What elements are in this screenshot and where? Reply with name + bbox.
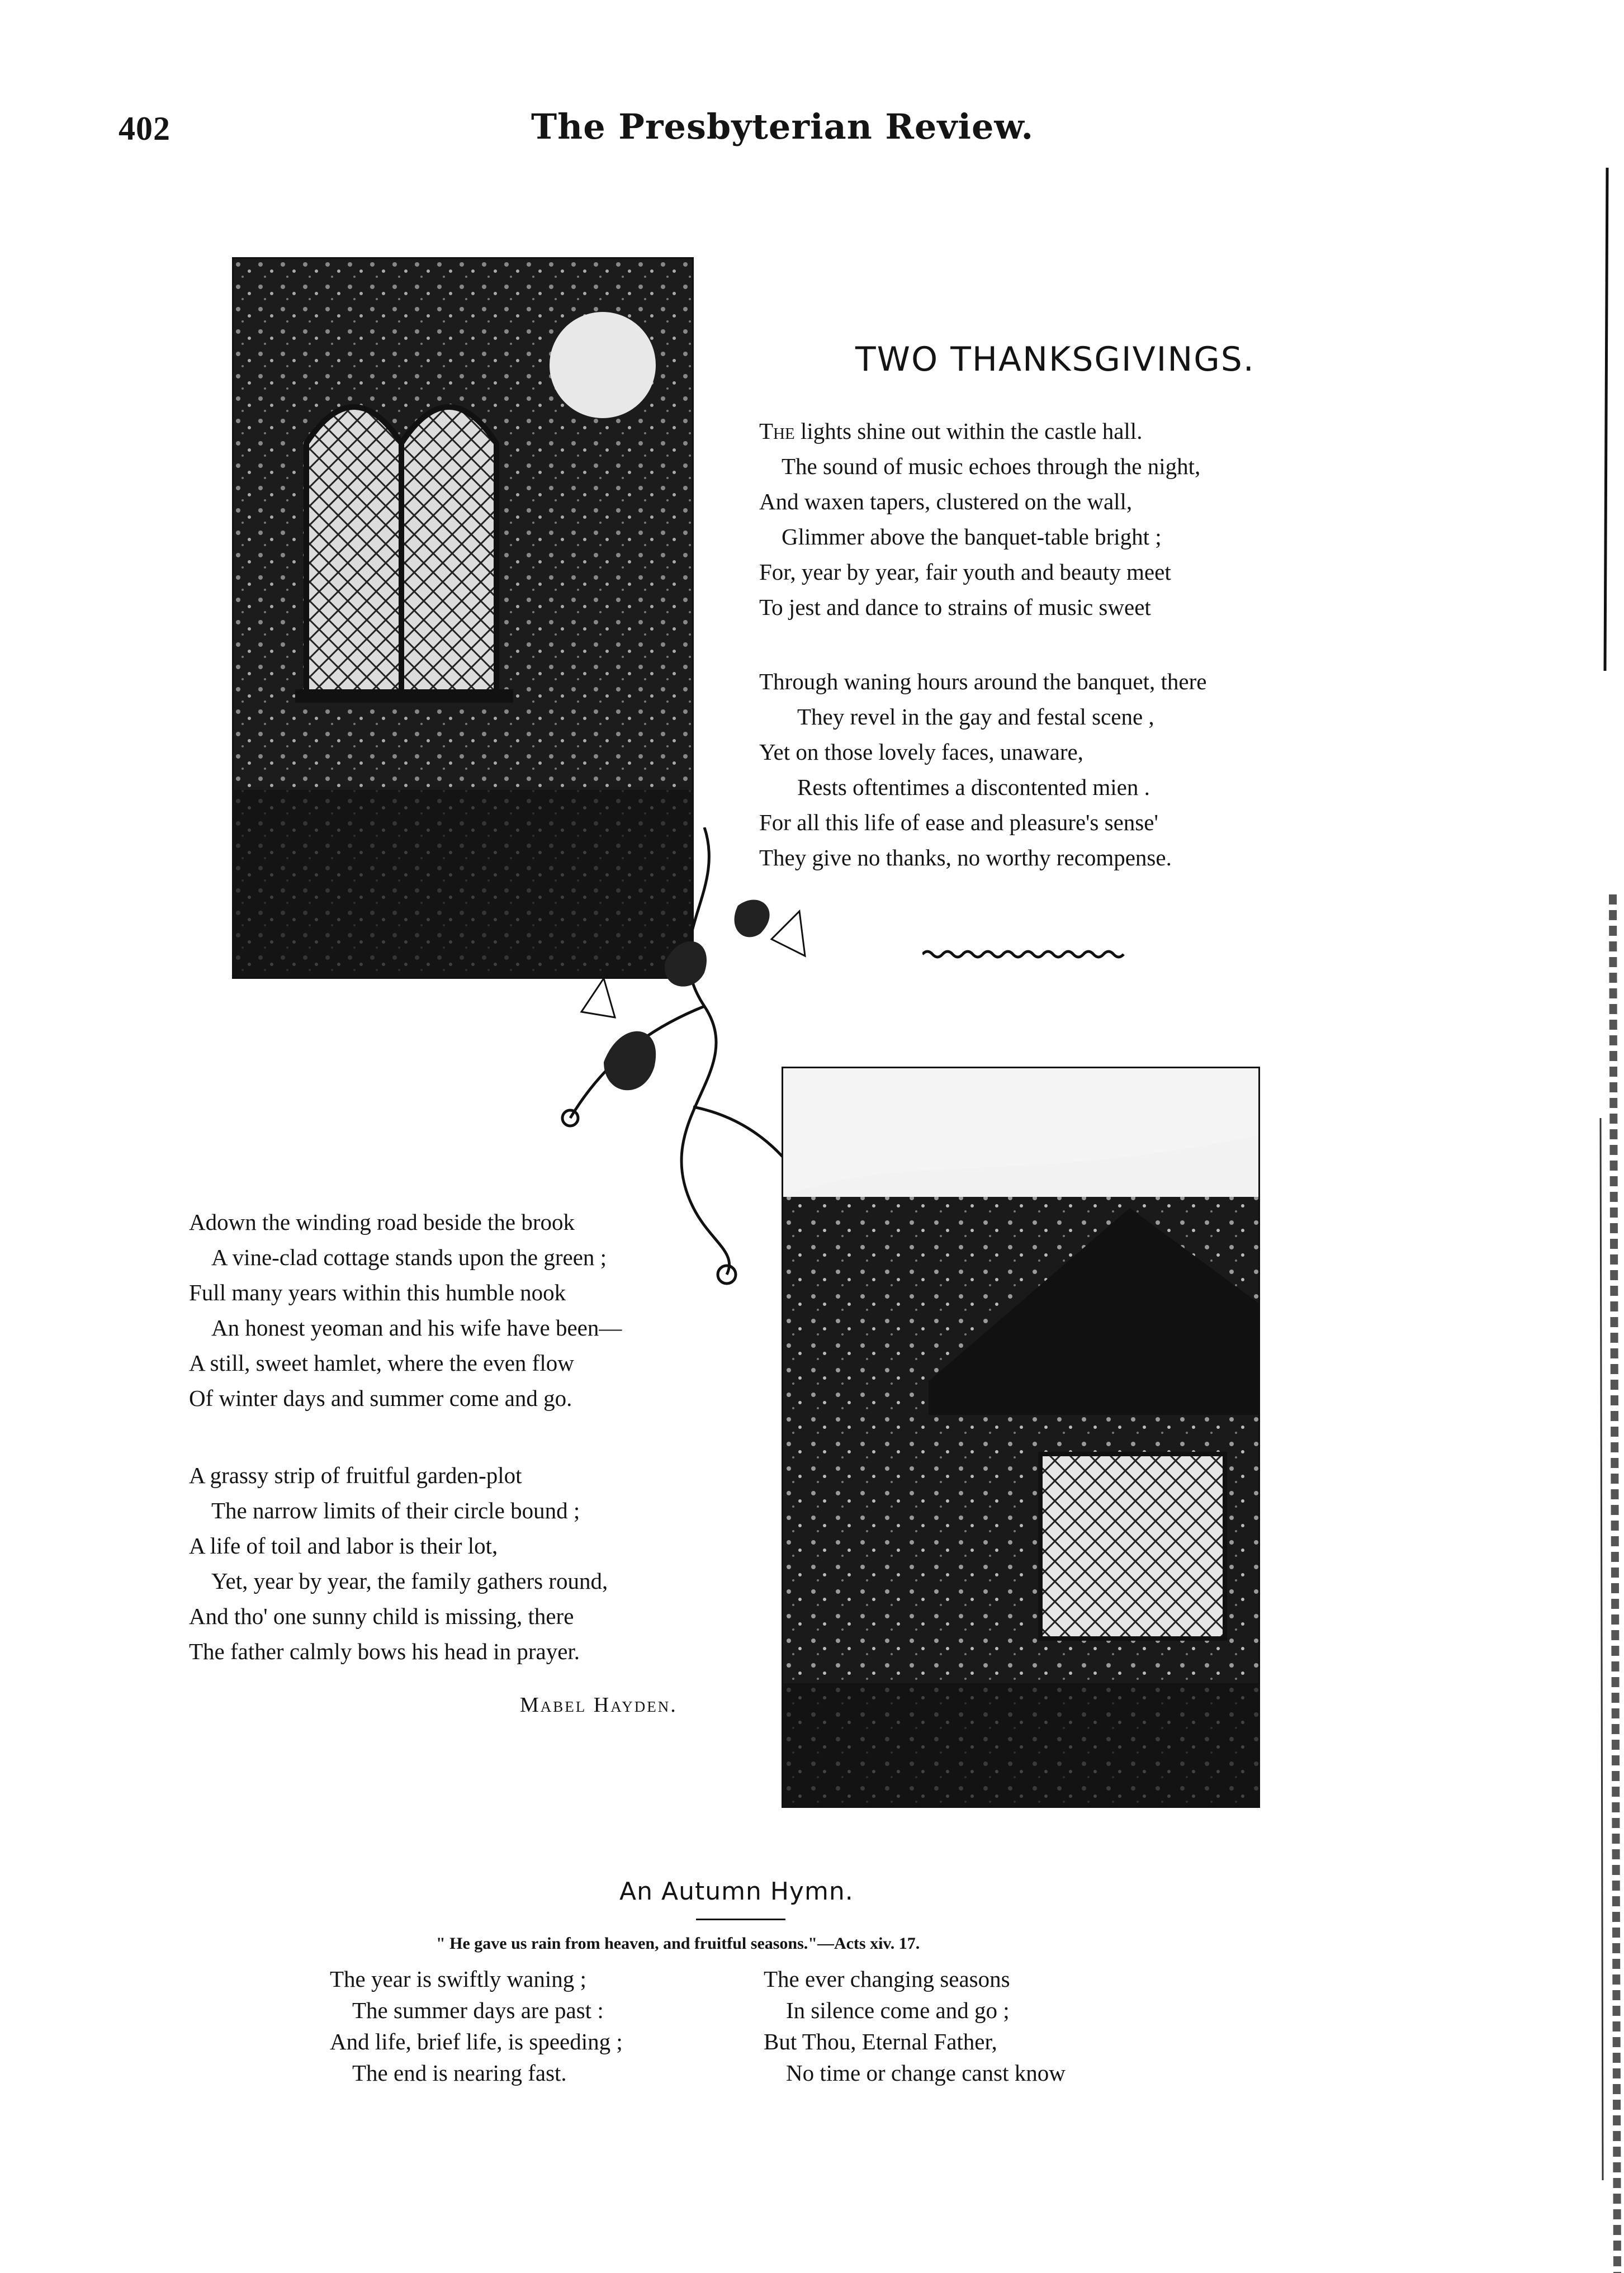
verse-line: And tho' one sunny child is missing, there: [189, 1603, 574, 1629]
poem-stanza-1: [759, 414, 1200, 625]
verse-line: They give no thanks, no worthy recompense.: [759, 845, 1172, 870]
poem-author: Mabel Hayden.: [520, 1693, 678, 1717]
cottage-illustration: [782, 1067, 1260, 1808]
verse-line: No time or change canst know: [786, 2060, 1066, 2086]
verse-line: Yet on those lovely faces, unaware,: [759, 739, 1083, 765]
verse-line: For all this life of ease and pleasure's sense': [759, 809, 1158, 835]
verse-line: In silence come and go ;: [786, 1997, 1010, 2023]
publication-title: The Presbyterian Review.: [531, 106, 1034, 147]
verse-line: The sound of music echoes through the night,: [782, 453, 1201, 479]
verse-line: A grassy strip of fruitful garden-plot: [189, 1462, 522, 1488]
verse-line: Rests oftentimes a discontented mien .: [797, 774, 1150, 800]
verse-line: The summer days are past :: [352, 1997, 604, 2023]
verse-line: An honest yeoman and his wife have been—: [211, 1315, 622, 1341]
verse-line: A vine-clad cottage stands upon the green ;: [211, 1244, 607, 1270]
verse-line: A still, sweet hamlet, where the even flow: [189, 1350, 574, 1376]
hymn-title: An Autumn Hymn.: [619, 1877, 854, 1906]
verse-line: Of winter days and summer come and go.: [189, 1385, 572, 1411]
verse-line: A life of toil and labor is their lot,: [189, 1533, 498, 1559]
verse-line: Full many years within this humble nook: [189, 1280, 566, 1305]
verse-line: But Thou, Eternal Father,: [764, 2029, 997, 2054]
title-rule: [696, 1919, 785, 1920]
wavy-divider: [922, 948, 1129, 961]
verse-line: To jest and dance to strains of music sweet: [759, 594, 1151, 620]
verse-line: The year is swiftly waning ;: [330, 1966, 586, 1992]
verse-line: The narrow limits of their circle bound ;: [211, 1498, 580, 1523]
page-binding-edge: [1590, 0, 1624, 2273]
verse-line: For, year by year, fair youth and beauty meet: [759, 559, 1171, 585]
verse-line: Glimmer above the banquet-table bright ;: [782, 524, 1162, 550]
verse-line: Adown the winding road beside the brook: [189, 1209, 575, 1235]
hymn-epigraph: " He gave us rain from heaven, and fruitful seasons."—Acts xiv. 17.: [436, 1934, 920, 1953]
page-number: 402: [119, 110, 171, 147]
verse-line: The ever changing seasons: [764, 1966, 1010, 1992]
poem-stanza-4: [189, 1458, 608, 1669]
verse-line: Yet, year by year, the family gathers round,: [211, 1568, 608, 1594]
hymn-column-1: [330, 1963, 623, 2089]
verse-line: The end is nearing fast.: [352, 2060, 567, 2086]
poem-stanza-3: [189, 1205, 622, 1416]
verse-line: And life, brief life, is speeding ;: [330, 2029, 623, 2054]
hymn-column-2: [764, 1963, 1066, 2089]
verse-line: The lights shine out within the castle hall.: [759, 418, 1143, 444]
verse-line: The father calmly bows his head in prayer.: [189, 1639, 580, 1664]
poem-title: TWO THANKSGIVINGS.: [855, 340, 1255, 379]
verse-line: They revel in the gay and festal scene ,: [797, 704, 1154, 730]
verse-line: And waxen tapers, clustered on the wall,: [759, 489, 1133, 514]
verse-line: Through waning hours around the banquet, there: [759, 669, 1207, 694]
